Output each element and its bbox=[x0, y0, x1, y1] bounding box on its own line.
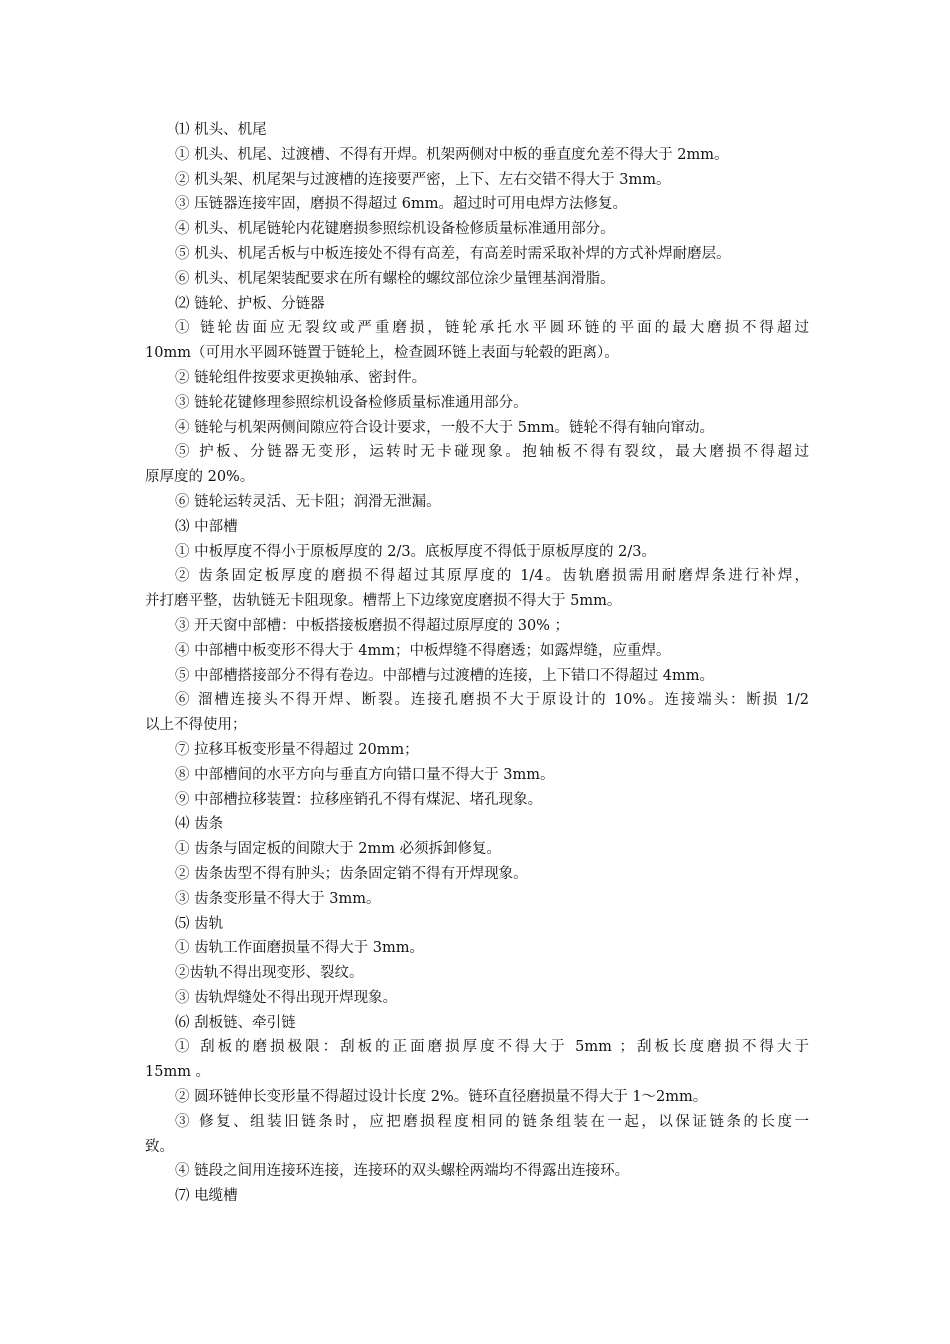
text-line: ② 机头架、机尾架与过渡槽的连接要严密，上下、左右交错不得大于 3mm。 bbox=[175, 171, 671, 188]
text-line: ⑧ 中部槽间的水平方向与垂直方向错口量不得大于 3mm。 bbox=[175, 766, 555, 783]
text-line: ③ 开天窗中部槽：中板搭接板磨损不得超过原厚度的 30% ； bbox=[175, 617, 570, 634]
text-line: ②齿轨不得出现变形、裂纹。 bbox=[175, 965, 364, 982]
document-body bbox=[145, 118, 809, 1209]
text-line: ② 齿条齿型不得有肿头；齿条固定销不得有开焊现象。 bbox=[175, 865, 528, 882]
text-line: ① 刮板的磨损极限：刮板的正面磨损厚度不得大于 5mm ；刮板长度磨损不得大于 bbox=[175, 1039, 809, 1056]
text-line: ⑤ 护板、分链器无变形，运转时无卡碰现象。抱轴板不得有裂纹，最大磨损不得超过 bbox=[175, 444, 809, 461]
text-line: ① 机头、机尾、过渡槽、不得有开焊。机架两侧对中板的垂直度允差不得大于 2mm。 bbox=[175, 146, 729, 163]
text-line: ⑵ 链轮、护板、分链器 bbox=[175, 295, 325, 312]
text-line: ④ 链轮与机架两侧间隙应符合设计要求，一般不大于 5mm。链轮不得有轴向窜动。 bbox=[175, 419, 714, 436]
text-line: ② 链轮组件按要求更换轴承、密封件。 bbox=[175, 369, 427, 386]
text-line: ③ 齿轨焊缝处不得出现开焊现象。 bbox=[175, 989, 398, 1006]
text-line: 并打磨平整，齿轨链无卡阻现象。槽帮上下边缘宽度磨损不得大于 5mm。 bbox=[145, 593, 622, 610]
text-line: ③ 链轮花键修理参照综机设备检修质量标准通用部分。 bbox=[175, 394, 528, 411]
text-line: ⑥ 机头、机尾架装配要求在所有螺栓的螺纹部位涂少量锂基润滑脂。 bbox=[175, 270, 615, 287]
text-line: ⑥ 链轮运转灵活、无卡阻；润滑无泄漏。 bbox=[175, 493, 441, 510]
text-line: 15mm 。 bbox=[145, 1064, 211, 1081]
text-line: ⑶ 中部槽 bbox=[175, 518, 238, 535]
text-line: ② 圆环链伸长变形量不得超过设计长度 2%。链环直径磨损量不得大于 1～2mm。 bbox=[175, 1089, 708, 1106]
text-line: ⑤ 中部槽搭接部分不得有卷边。中部槽与过渡槽的连接，上下错口不得超过 4mm。 bbox=[175, 667, 714, 684]
text-line: ⑦ 拉移耳板变形量不得超过 20mm； bbox=[175, 741, 419, 758]
text-line: ⑨ 中部槽拉移装置：拉移座销孔不得有煤泥、堵孔现象。 bbox=[175, 791, 543, 808]
text-line: ③ 压链器连接牢固，磨损不得超过 6mm。超过时可用电焊方法修复。 bbox=[175, 196, 627, 213]
text-line: ⑹ 刮板链、牵引链 bbox=[175, 1014, 296, 1031]
text-line: ② 齿条固定板厚度的磨损不得超过其原厚度的 1/4。齿轨磨损需用耐磨焊条进行补焊， bbox=[175, 568, 809, 585]
text-line: ④ 中部槽中板变形不得大于 4mm；中板焊缝不得磨透；如露焊缝，应重焊。 bbox=[175, 642, 671, 659]
text-line: ③ 修复、组装旧链条时，应把磨损程度相同的链条组装在一起，以保证链条的长度一 bbox=[175, 1113, 809, 1130]
text-line: 致。 bbox=[145, 1138, 174, 1155]
text-line: ① 中板厚度不得小于原板厚度的 2/3。底板厚度不得低于原板厚度的 2/3。 bbox=[175, 543, 656, 560]
text-line: ④ 链段之间用连接环连接，连接环的双头螺栓两端均不得露出连接环。 bbox=[175, 1163, 630, 1180]
text-line: 以上不得使用； bbox=[145, 717, 247, 734]
text-line: ⑤ 机头、机尾舌板与中板连接处不得有高差，有高差时需采取补焊的方式补焊耐磨层。 bbox=[175, 245, 731, 262]
text-line: ① 齿轨工作面磨损量不得大于 3mm。 bbox=[175, 940, 424, 957]
text-line: ④ 机头、机尾链轮内花键磨损参照综机设备检修质量标准通用部分。 bbox=[175, 221, 615, 238]
text-line: ⑴ 机头、机尾 bbox=[175, 122, 267, 138]
text-line: ⑸ 齿轨 bbox=[175, 915, 224, 932]
text-line: ③ 齿条变形量不得大于 3mm。 bbox=[175, 890, 381, 907]
text-line: ⑺ 电缆槽 bbox=[175, 1188, 238, 1205]
text-line: ⑷ 齿条 bbox=[175, 816, 224, 833]
text-line: ① 齿条与固定板的间隙大于 2mm 必须拆卸修复。 bbox=[175, 841, 502, 858]
text-line: ① 链轮齿面应无裂纹或严重磨损，链轮承托水平圆环链的平面的最大磨损不得超过 bbox=[175, 320, 809, 337]
text-line: 10mm（可用水平圆环链置于链轮上，检查圆环链上表面与轮毂的距离）。 bbox=[145, 345, 619, 362]
text-line: 原厚度的 20%。 bbox=[145, 469, 255, 486]
text-line: ⑥ 溜槽连接头不得开焊、断裂。连接孔磨损不大于原设计的 10%。连接端头：断损 1/2 bbox=[175, 692, 809, 709]
